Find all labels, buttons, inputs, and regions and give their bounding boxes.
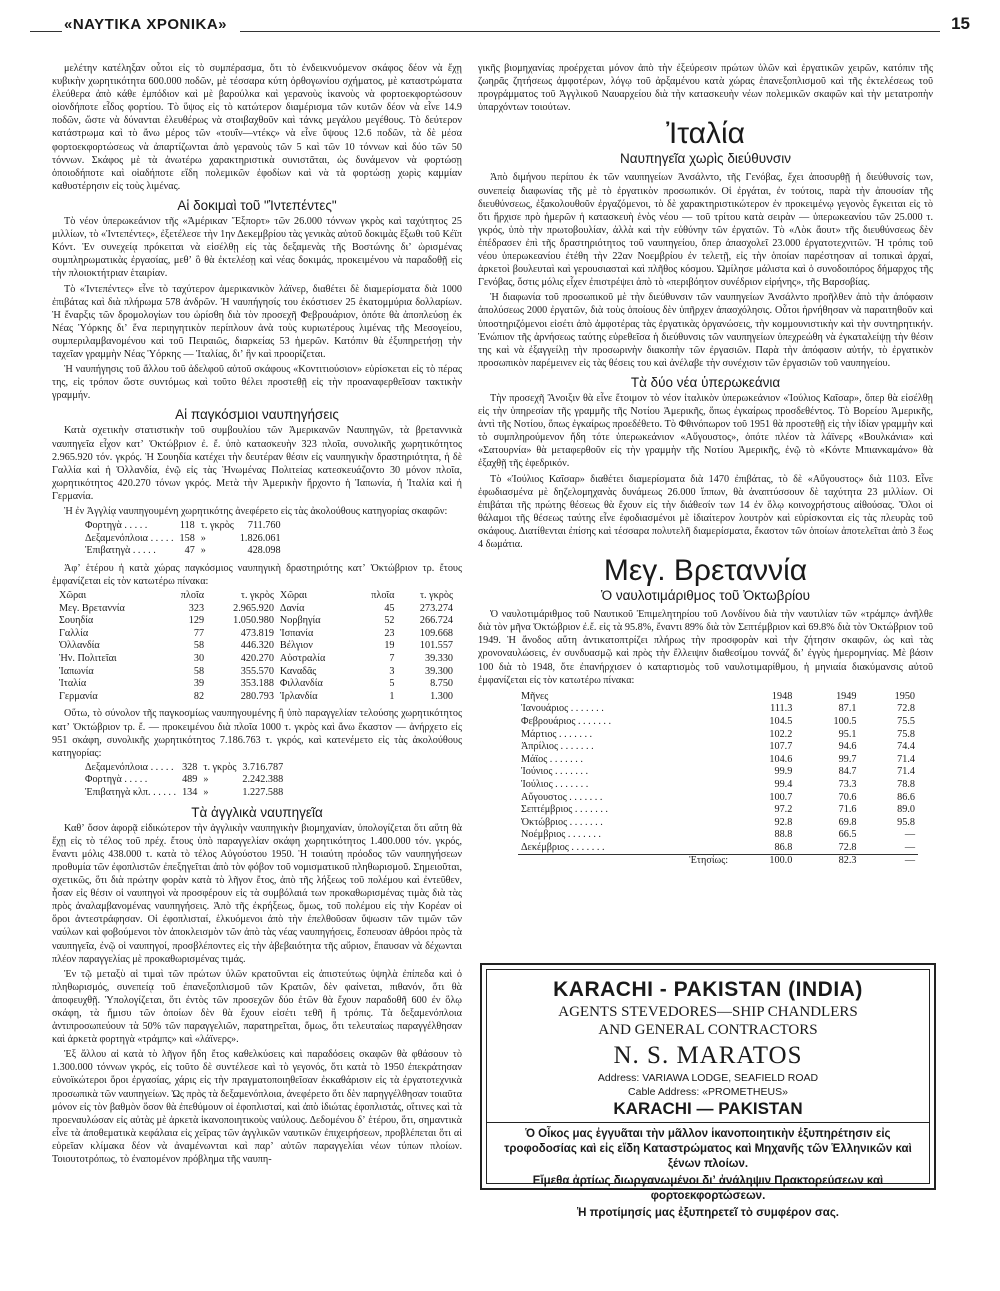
paragraph: Καθʼ ὅσον ἀφορᾷ εἰδικώτερον τὴν ἀγγλικὴν ναυπηγικὴν βιομηχανίαν, ὑπολογίζεται ὅτι αὕτη θὰ ἔχῃ εἰς τὸ τέλος τοῦ πρέχ. ἔτους ὑπὸ παραγγελίαν σκάφη χωρητικότητος 1.400.000 τόν. γκρός, ἔναντι μόλις 438.000 τ. κατὰ τὸ τέλος Αὐγούστου 1950. Ἡ τοιαύτη πρόοδος τῶν ναυπηγήσεων προθυμία τῶν ἐφοπλιστῶν ἐπεξηγεῖται ἀπὸ τὸν φόβον τοῦ νομισματικοῦ πληθωρισμοῦ. Σημειοῦται, σχετικῶς, ὅτι διὰ πρώτην φορὰν κατὰ τὸ λῆγον ἔτος, ἀπὸ τῆς λήξεως τοῦ πολέμου καὶ ἐντεῦθεν, ἦσαν εἰς θέσιν οἱ ναυπηγοὶ νὰ προσφέρουν εἰς τὰ συμβόλαιά των προκαθωρισμένας τιμὰς διὰ τὰς πρὸς ἀναλαμβανομένας ναυπηγήσεις. Ἀπὸ τῆς ἐκρήξεως, ὅμως, τοῦ πολέμου εἰς τὴν Κορέαν οἱ ὅροι ἀντεστράφησαν. Οἱ ἐφοπλισταί, ἑλκυόμενοι ἀπὸ τὴν ἐπελθοῦσαν ὕψωσιν τῶν τιμῶν τῶν ναύλων καὶ φοβούμενοι τὸν ἀποκλεισμὸν τῶν ἀπὸ τὰς νέας ναυπηγήσεις, ἔσπευσαν ἀθρόοι πρὸς τὰ ναυπηγεῖα, ἐνῷ οἱ ναυπηγοί, προσβλέποντες εἰς τὴν ἀβεβαιότητα τῆς αὔριον, ἔπαυσαν νὰ δέχωνται πλέον παραγγελίας μὲ προκαθωρισμένας τιμάς.: [52, 822, 462, 965]
paragraph: Ἀφʼ ἑτέρου ἡ κατὰ χώρας παγκόσμιος ναυπηγικὴ δραστηριότης κατʼ Ὀκτώβριον τρ. ἔτους ἐμφανίζεται εἰς τὸν κατωτέρω πίνακα:: [52, 562, 462, 587]
column-header: 1950: [894, 690, 915, 702]
unit: »: [203, 786, 209, 798]
unit: τ. γκρὸς: [200, 520, 234, 532]
table-cell: 107.7: [769, 741, 793, 753]
ad-location-footer: KARACHI — PAKISTAN: [487, 1099, 929, 1123]
table-cell: 99.7: [838, 753, 857, 765]
ad-location-heading: KARACHI - PAKISTAN (INDIA): [553, 978, 863, 1001]
table-cell: 19: [384, 640, 395, 652]
table-cell: 446.320: [240, 640, 274, 652]
table-cell: Ἡν. Πολιτεῖαι: [59, 653, 117, 665]
table-cell: Βέλγιον: [279, 640, 313, 652]
table-cell: Αὔγουστος . . . . . . .: [521, 791, 603, 803]
ad-address: Address: VARIAWA LODGE, SEAFIELD ROAD: [597, 1072, 819, 1084]
table-cell: 73.3: [838, 778, 857, 790]
category-name: Ἐπιβατηγὰ . . . . .: [85, 545, 156, 557]
table-cell: 23: [384, 627, 395, 639]
table-cell: —: [904, 841, 915, 853]
table-row: [56, 628, 456, 641]
ship-count: 328: [182, 761, 198, 773]
table-row: [82, 787, 286, 800]
table-cell: 86.6: [897, 791, 915, 803]
table-cell: 109.668: [419, 627, 453, 639]
ship-count: 134: [182, 786, 198, 798]
table-cell: 71.6: [838, 804, 857, 816]
table-total-row: [518, 855, 918, 868]
table-cell: 78.8: [897, 778, 915, 790]
shipbuilding-country-table: [56, 590, 456, 703]
tonnage: 2.242.388: [242, 774, 284, 786]
ad-services-line: AND GENERAL CONTRACTORS: [598, 1022, 818, 1038]
paragraph: Ἀπὸ διμήνου περίπου ἐκ τῶν ναυπηγείων Ἀνσάλντο, τῆς Γενόβας, ἔχει ἀποσυρθῇ ἡ διεύθυνσίς των, συνεπείᾳ διαφωνίας τῆς μὲ τὸ ἐργατικὸν προσωπικόν. Οἱ ἐργάται, ἐν τούτοις, παρὰ τὴν ἀπουσίαν τῆς διευθύνσεως, ἐξακολουθοῦν ἐργαζόμενοι, τὸ δὲ χαρακτηριστικώτερον ἐν προκειμένῳ γεγονὸς ἔγκειται εἰς τὸ ὅτι ἤρχισε πρὸ ἡμερῶν ἡ κατασκευὴ ἑνὸς νέου — τοῦ τρίτου κατὰ σειρὰν — ὑπερωκεανίου τῶν 25.000 τ. γκρός, ὑπὸ τὴν πρωτοβουλίαν, ἀλλὰ καὶ τὴν εὐθύνην τῶν ἐργατῶν. Τὸ «Λὸκ ἄουτ» τῆς διευθύνσεως δὲν ἐπέδρασεν ἐπὶ τῆς δραστηριότητος τοῦ ναυπηγείου, ὅπερ ἀπασχολεῖ 23.000 ἐργατοτεχνιτῶν. Ἡ τρόπις τοῦ νέου ὑπερωκεανίου ἐτέθη τὴν 22αν Νοεμβρίου ἐν τελετῇ, εἰς τὴν ὁποίαν παρέστησαν αἱ τοπικαὶ ἀρχαί, ἀρκετοὶ βουλευταὶ καὶ γερουσιασταὶ καὶ πλῆθος κόσμου. Ὡμίλησε μάλιστα καὶ ὁ συνοδοιπόρος δήμαρχος τῆς Γενόβας, ὅστις μόλις εἶχεν ἐπιστρέψει ἀπὸ τὸ «περιβόητον συνέδριον εἰρήνης», τῆς Βαρσοβίας.: [478, 172, 933, 289]
ship-count: 489: [182, 774, 198, 786]
table-row: [518, 754, 918, 767]
table-cell: 89.0: [897, 804, 915, 816]
tonnage: 428.098: [247, 545, 281, 557]
ship-count: 158: [179, 532, 195, 544]
column-header: τ. γκρὸς: [419, 590, 453, 602]
table-row: [56, 640, 456, 653]
table-cell: 94.6: [838, 741, 857, 753]
ad-body-text: Ἡ προτίμησίς μας ἐξυπηρετεῖ τὸ συμφέρον σας.: [576, 1207, 839, 1219]
paragraph: Τὸ νέον ὑπερωκεάνιον τῆς «Ἀμέρικαν Ἔξπορτ» τῶν 26.000 τόννων γκρὸς καὶ ταχύτητος 25 μιλλίων, τὸ «Ἰντεπέντες», ἐξετέλεσε τὴν 1ην Δεκεμβρίου τὰς γενικὰς αὐτοῦ δοκιμὰς ἔξωθι τοῦ Κέϊπ Κόντ. Ἐν συνεχείᾳ πρόκειται νὰ εἰσέλθῃ εἰς τὰς δεξαμενὰς τῆς Βοστώνης διʼ ὡρισμένας συμπληρωματικὰς ἐργασίας, μεθʼ ὃ θὰ ἐκτελέσῃ καὶ νέας δοκιμάς, προκειμένου νὰ παραδοθῇ εἰς τὴν πλοιοκτήτριαν ἑταιρίαν.: [52, 216, 462, 280]
paragraph: Ἡ ἐν Ἀγγλίᾳ ναυπηγουμένη χωρητικότης ἀνεφέρετο εἰς τὰς ἀκολούθους κατηγορίας σκαφῶν:: [64, 506, 448, 517]
table-cell: Μάρτιος . . . . . . .: [521, 728, 593, 740]
table-row: [82, 774, 286, 787]
table-cell: 74.4: [897, 741, 915, 753]
table-cell: 266.724: [419, 615, 453, 627]
table-cell: 70.6: [838, 791, 857, 803]
table-cell: Νορβηγία: [279, 615, 321, 627]
table-row: [82, 533, 284, 546]
table-cell: Ὁλλανδία: [59, 640, 100, 652]
paragraph: Τὸ «Ἰούλιος Καῖσαρ» διαθέτει διαμερίσματα διὰ 1470 ἐπιβάτας, τὸ δὲ «Αὔγουστος» διὰ 1103. Εἶνε ἐφωδιασμένα μὲ δηζελομηχανὰς δυνάμεως 26.000 ἵππων, θὰ ἀναπτύσσουν δὲ ταχύτητα 23 μιλλίων. Οἱ ἐπιβάται τῆς πρώτης θέσεως θὰ ἔχουν εἰς τὴν διάθεσίν των 14 ἐν ὅλῳ κοινοχρήστους αἰθούσας. Ὅλοι οἱ θάλαμοι τῆς θέσεως ταύτης εἶνε ἐφοδιασμένοι μὲ ἰδιαίτερον λουτρὸν καὶ εὑρίσκονται εἰς τὰς πλευρὰς τοῦ σκάφους. Διατίθενται ἐπίσης καὶ τέσσαρα πολυτελῆ διαμερίσματα, ἕκαστον τῶν ὁποίων ἀποτελεῖται ἀπὸ 3 ἕως 4 δωμάτια.: [478, 473, 933, 550]
table-cell: 75.5: [897, 715, 915, 727]
ad-body-text: Ὁ Οἶκος μας ἐγγυᾶται τὴν μᾶλλον ἱκανοποιητικὴν ἐξυπηρέτησιν εἰς τροφοδοσίας καὶ εἰς εἴδη Καταστρώματος καὶ Μηχανῆς τῶν Ἑλληνικῶν καὶ ξένων πλοίων.: [504, 1128, 912, 1170]
table-cell: 72.8: [838, 841, 857, 853]
table-cell: 99.4: [774, 778, 793, 790]
table-cell: 58: [193, 665, 205, 677]
table-cell: 82: [193, 690, 205, 702]
table-row: [518, 842, 918, 855]
table-cell: Ἀπρίλιος . . . . . . .: [521, 741, 594, 753]
table-cell: 95.8: [897, 816, 915, 828]
country-heading: Ἰταλία: [665, 117, 746, 151]
column-header: τ. γκρὸς: [240, 590, 274, 602]
column-header: 1949: [836, 690, 857, 702]
table-cell: Δανία: [279, 602, 305, 614]
ad-services-line: AGENTS STEVEDORES—SHIP CHANDLERS: [558, 1004, 858, 1020]
ship-count: 47: [184, 545, 195, 557]
table-cell: 86.8: [774, 841, 793, 853]
table-cell: Ἰαπωνία: [59, 665, 94, 677]
table-cell: Ἐτησίως:: [518, 855, 731, 868]
country-heading: Μεγ. Βρεταννία: [603, 554, 808, 588]
table-cell: Φεβρουάριος . . . . . . .: [521, 715, 612, 727]
table-cell: Αὐστραλία: [279, 653, 326, 665]
paragraph: γικῆς βιομηχανίας προέρχεται μόνον ἀπὸ τὴν ἐξεύρεσιν πρώτων ὑλῶν καὶ ἐργατικῶν χειρῶν, κατόπιν τῆς ζωηρᾶς ζητήσεως ἀμφοτέρων, λόγῳ τοῦ ἀρξαμένου κατὰ χώρας ἐπανεξοπλισμοῦ καὶ τῆς ἐκτελέσεως τοῦ προγράμματος τοῦ Ἀγγλικοῦ Ναυαρχείου διὰ τὴν κατασκευὴν νέων πολεμικῶν σκαφῶν καὶ τὴν μετατροπὴν ὑπαρχόντων τοιούτων.: [478, 63, 933, 114]
table-cell: —: [904, 829, 915, 841]
table-cell: Σεπτέμβριος . . . . . . .: [521, 804, 608, 816]
table-cell: Καναδᾶς: [279, 665, 317, 677]
table-row: [518, 829, 918, 842]
paragraph: Οὕτω, τὸ σύνολον τῆς παγκοσμίως ναυπηγουμένης ἢ ὑπὸ παραγγελίαν τελούσης χωρητικότητος κατʼ Ὀκτώβριον τρ. ἔ. — προκειμένου διὰ πλοῖα 1000 τ. γκρὸς καὶ ἄνω ἕκαστον — ἀνήρχετο εἰς 951 σκάφη, συνολικῆς χωρητικότητος 7.186.763 τ. γκρός, καὶ κατενέμετο εἰς τὰς ἀκολούθους κατηγορίας:: [52, 708, 462, 759]
table-cell: 353.188: [240, 678, 274, 690]
column-header: 1948: [771, 690, 793, 702]
unit: »: [200, 545, 206, 557]
paragraph: μελέτην κατέληξαν οὗτοι εἰς τὸ συμπέρασμα, ὅτι τὸ ἐνδεικνυόμενον σκάφος δέον νὰ ἔχῃ κυβικὴν χωρητικότητα 600.000 ποδῶν, μὲ τέσσαρα κύτη ὀρθογωνίου σχήματος, μὲ καταστρώματα ἐλεύθερα ἀπὸ κάθε ἐμπόδιον καὶ μὲ βαρούλκα καὶ γερανοὺς ἱκανοὺς νὰ φορτοεκφορτώσουν οἱονδήποτε εἶδος φορτίου. Τὸ ὕψος εἰς τὸ κατώτερον διαμέρισμα τῶν κυτῶν δέον νὰ εἶνε 14.9 ποδῶν, ὥστε νὰ δύνανται ἐλευθέρως νὰ στοιβαχθοῦν καὶ τάνκς μεγάλου μεγέθους. Τὸ δεύτερον κατάστρωμα καὶ τὸ ἄνω μέρος τῶν «τουΐν—ντέκς» νὰ εἶνε ὕψους 12.6 ποδῶν, τὰ δὲ μέσα φορτοεκφορτώσεως νὰ ἀπαρτίζωνται ἀπὸ γερανοὺς τῶν 5 καὶ τῶν 10 τόννων καὶ δύο τῶν 50 τόννων. Σκάφος μὲ τὰ ἀνωτέρω χαρακτηριστικὰ συνιστᾶται, ὡς δυνάμενον νὰ φορτώσῃ ὁποιοδήποτε καὶ οἱαδήποτε εἴδη πολεμικῶν ἐφοδίων καὶ νὰ τὰ φορτώσῃ χωρὶς καμμίαν καθυστέρησιν εἰς τοὺς λιμένας.: [52, 63, 462, 192]
table-cell: Ἱσπανία: [279, 627, 314, 639]
tonnage: 711.760: [247, 520, 281, 532]
table-cell: 420.270: [240, 653, 274, 665]
table-cell: Γαλλία: [59, 627, 89, 639]
table-cell: 7: [389, 653, 395, 665]
paragraph: Ἐξ ἄλλου αἱ κατὰ τὸ λῆγον ἤδη ἔτος καθελκύσεις καὶ παραδόσεις σκαφῶν θὰ φθάσουν τὸ 1.300.000 τόννων γκρός, εἰς τοῦτο δὲ συντέλεσε καὶ τὸ γεγονός, ὅτι κατὰ τὸ 1950 ἐπεκράτησαν εὐνοϊκώτεροι ὅροι ἐργασίας, χάρις εἰς τὴν πραγματοποιηθεῖσαν ἐκκαθάρισιν εἰς τὰ ἐργατοτεχνικὰ προσωπικὰ τῶν ναυπηγείων. Ὡς πρὸς τὰ δεξαμενόπλοια, ἀνεφέρετο ὅτι δὲν παρηγγέλθησαν τοιαῦτα μόνον εἰς τὸν βαθμὸν ὅσον θὰ ἐπεθύμουν οἱ ἐφοπλισταί, καὶ ἀπὸ ἰδιώτας ἐφοπλιστάς, οἵτινες καὶ τὰ προεναυλώσαν εἰς αὐτὰς μὲ ἀρκετὰ ἱκανοποιητικοὺς ναύλους. Δεδομένου δʼ ἑτέρου, ὅτι, σημαντικὰ εἶνε τὰ ἀποθεματικὰ κεφάλαια εἰς χεῖρας τῶν ἀγγλικῶν ναυτικῶν ἐπιχειρήσεων, προβλέπεται ὅτι αἱ εὐρεῖαν κλίμακα δέον νὰ ἀναμένωνται καὶ παρʼ αὐτῶν παραγγελίαι νέων τύπων πλοίων. Τοιουτοτρόπως, τὸ ἐναπομένον πρόβλημα τῆς ναυπη-: [52, 1049, 462, 1165]
table-row: [82, 520, 284, 533]
section-heading: Τὰ ἀγγλικὰ ναυπηγεῖα: [191, 804, 323, 820]
table-row: [56, 666, 456, 679]
table-cell: 100.5: [833, 715, 857, 727]
table-cell: Δεκέμβριος . . . . . . .: [521, 841, 605, 853]
table-row: [82, 545, 284, 558]
table-cell: 39: [193, 678, 205, 690]
category-name: Δεξαμενόπλοια . . . . .: [85, 761, 174, 773]
table-cell: 84.7: [838, 766, 857, 778]
paragraph: Ἡ ναυπήγησις τοῦ ἄλλου τοῦ ἀδελφοῦ αὐτοῦ σκάφους «Κοντιτιούσιον» εὑρίσκεται εἰς τὸ πέρας της, εἰς τρόπον ὥστε συντόμως καὶ τοῦτο θέλει προστεθῇ εἰς τὴν προαναφερθεῖσαν τακτικὴν γραμμήν.: [52, 364, 462, 402]
table-cell: 30: [193, 653, 205, 665]
table-cell: 111.3: [770, 703, 793, 715]
table-cell: 2.965.920: [233, 602, 274, 614]
paragraph: Τὴν προσεχῆ Ἄνοιξιν θὰ εἶνε ἕτοιμον τὸ νέον ἰταλικὸν ὑπερωκεάνιον «Ἰούλιος Καῖσαρ», ὅπερ θὰ εἰσέλθῃ εἰς τὴν ὑπηρεσίαν τῆς γραμμῆς τῆς Νοτίου Ἀμερικῆς, ὅπως ἐγκαίρως προσδεθέντος. Τὸ Βορείου Ἀμερικῆς, ἀντὶ τῆς Νοτίου, ὅπως ἐγκαίρως προεδέθετο. Τὸ Φθινόπωρον τοῦ 1951 θὰ προστεθῇ εἰς τὴν ἰδίαν γραμμὴν καὶ τὸ συμπληρούμενον ἤδη τότε ὑπερωκεάνιον «Αὔγουστος», ὁπότε πλέον τὰ λάϊνερς «Βουλκάνια» καὶ «Σατουρνία» θὰ μεταφερθοῦν εἰς τὴν γραμμὴν τῆς Νοτίου Ἀμερικῆς, ἐνῷ τὸ «Κόντε Μπιανκαμάνο» θὰ ἐξαχθῇ τῆς ἐφεδρικόν.: [478, 392, 933, 470]
table-cell: Μάϊος . . . . . . .: [521, 753, 583, 765]
table-cell: Ἰταλία: [59, 678, 87, 690]
table-cell: Ἰούλιος . . . . . . .: [521, 778, 589, 790]
table-cell: 82.3: [795, 855, 859, 868]
table-row: [518, 716, 918, 729]
ad-frame: [486, 969, 930, 1219]
table-cell: 104.5: [769, 715, 793, 727]
ad-company-name: N. S. MARATOS: [613, 1042, 803, 1069]
table-cell: 273.274: [419, 602, 453, 614]
table-cell: 58: [193, 640, 205, 652]
table-row: [56, 691, 456, 704]
table-cell: 75.8: [897, 728, 915, 740]
right-column: [478, 62, 933, 868]
table-cell: 45: [384, 602, 395, 614]
tonnage: 1.227.588: [242, 786, 284, 798]
table-cell: 8.750: [430, 678, 453, 690]
table-cell: 95.1: [838, 728, 857, 740]
category-name: Φορτηγὰ . . . . .: [85, 520, 148, 532]
table-cell: 87.1: [838, 703, 857, 715]
table-cell: 3: [389, 665, 395, 677]
paragraph: Ὁ ναυλοτιμάριθμος τοῦ Ναυτικοῦ Ἐπιμελητηρίου τοῦ Λονδίνου διὰ τὴν ναυτιλίαν τῶν «τράμπς» ἀνῆλθε διὰ τὸν μῆνα Ὀκτώβριον ἐ.ἔ. εἰς τὰ 95.8%, ἔναντι 89% διὰ τὸν Σεπτέμβριον καὶ 69.8% διὰ τὸν Ὀκτώβριον τοῦ 1949. Ἡ ἄνοδος αὕτη ἀντικατοπτρίζει πλήρως τὴν προσφορὰν καὶ τὴν ζήτησιν σκαφῶν, ὡς καὶ τὰς χρονοναυλώσεις, ἐν συνδυασμῷ καὶ πρὸς τὴν ἔλλειψιν διαθεσίμου τοννάζ διʼ ἐγγὺς ἡμερομηνίας. Μὲ βάσιν 100 διὰ τὸ 1948, ὅτε ἐπανήρχισεν ὁ καταρτισμὸς τοῦ ναυλοτιμαρίθμου, ἡ μηνιαία διακύμανσις αὐτοῦ ἐμφανίζεται εἰς τὸν κατωτέρω πίνακα:: [478, 609, 933, 686]
left-column: [52, 62, 462, 1168]
table-row: [56, 615, 456, 628]
ship-count: 118: [179, 520, 195, 532]
section-heading: Τὰ δύο νέα ὑπερωκεάνια: [630, 374, 781, 390]
tonnage: 1.826.061: [239, 532, 281, 544]
table-cell: 100.0: [731, 855, 795, 868]
column-header: πλοῖα: [180, 590, 205, 602]
table-cell: 39.300: [424, 665, 453, 677]
table-cell: 52: [384, 615, 395, 627]
table-cell: 72.8: [897, 703, 915, 715]
table-cell: 97.2: [774, 804, 793, 816]
table-cell: 92.8: [774, 816, 793, 828]
table-cell: Ὀκτώβριος . . . . . . .: [521, 816, 603, 828]
table-row: [56, 603, 456, 616]
ad-body-text: Εἴμεθα ἀρτίως διωργανωμένοι διʼ ἀνάληψιν Πρακτορεύσεων καὶ φορτοεκφορτώσεων.: [532, 1175, 884, 1202]
table-row: [518, 817, 918, 830]
page-header: [30, 14, 970, 40]
table-cell: 101.557: [419, 640, 453, 652]
ad-cable-address: Cable Address: «PROMETHEUS»: [628, 1086, 788, 1098]
subheading: Ναυπηγεῖα χωρὶς διεύθυνσιν: [620, 151, 791, 167]
table-cell: 39.330: [424, 653, 453, 665]
table-cell: Φιλλανδία: [279, 678, 323, 690]
table-cell: 473.819: [240, 627, 274, 639]
table-row: [518, 766, 918, 779]
category-table: [82, 762, 286, 800]
maratos-advertisement: [480, 963, 936, 1219]
table-cell: Ἰούνιος . . . . . . .: [521, 766, 589, 778]
column-header: πλοῖα: [371, 590, 395, 602]
paragraph: Ἐν τῷ μεταξὺ αἱ τιμαὶ τῶν πρώτων ὑλῶν κρατοῦνται εἰς ἀπιστεύτως ὑψηλὰ ἐπίπεδα καὶ ὁ πληθωρισμός, συνεπείᾳ τοῦ ἐπανεξοπλισμοῦ τῶν Κρατῶν, δὲν φαίνεται, πιθανόν, ὅτι θὰ ἀποφευχθῇ. Ὑπολογίζεται, ὅτι ἐντὸς τῶν προσεχῶν δύο ἐτῶν θὰ ἔχουν παραδοθῆ 600 ἐν ὅλῳ σκάφη, τὰ ἥμισυ τῶν ὁποίων δὲν θὰ ἔχουν εἰσέτι τεθῆ ἢ τρόπις. Τὰ δεξαμενόπλοια ἀντιπροσωπεύουν τὰ 50% τῶν παραγγελιῶν, παρατηρεῖται, ὅμως, ὅτι τελευταίως παραγγέλθησαν καὶ ἀρκετὰ φορτηγὰ «τράμπς» καὶ «λάϊνερς».: [52, 968, 462, 1046]
table-cell: 1.300: [430, 690, 453, 702]
table-cell: 1: [389, 690, 395, 702]
paragraph: Κατὰ σχετικὴν στατιστικὴν τοῦ συμβουλίου τῶν Ἀμερικανῶν Ναυπηγῶν, τὰ βρεταννικὰ ναυπηγεῖα εἶχον κατʼ Ὀκτώβριον ἐ. ἔ. ὑπὸ κατασκευὴν 323 πλοῖα, συνολικῆς χωρητικότητος 2.965.920 τόν. γκρός. Ἡ Σουηδία κατέχει τὴν δευτέραν θέσιν εἰς ναυπηγικὴν δραστηριότητα, ἡ δὲ Γαλλία καὶ ἡ Ὁλλανδία, ἐνῷ εἰς τὰς Ἡνωμένας Πολιτείας κατεσκευάζοντο 30 μόνον πλοῖα, χωρητικότητος 420.270 τόνων γκρός. Μετὰ τὴν Ἀμερικὴν ἤρχοντο ἡ Ἰαπωνία, ἡ Ἰταλία καὶ ἡ Γερμανία.: [52, 425, 462, 502]
table-cell: 355.570: [240, 665, 274, 677]
table-cell: 88.8: [774, 829, 793, 841]
table-cell: Νοέμβριος . . . . . . .: [521, 829, 601, 841]
table-cell: 71.4: [897, 753, 915, 765]
table-cell: 129: [188, 615, 205, 627]
table-row: [518, 703, 918, 716]
subheading: Ὁ ναυλοτιμάριθμος τοῦ Ὀκτωβρίου: [600, 588, 811, 604]
table-cell: Ἰρλανδία: [279, 690, 318, 702]
table-cell: Σουηδία: [59, 615, 94, 627]
column-header: Χῶραι: [279, 590, 308, 602]
header-rule-right: [240, 31, 940, 32]
table-cell: 69.8: [838, 816, 857, 828]
table-cell: 99.9: [774, 766, 793, 778]
paragraph: Τὸ «Ἰντεπέντες» εἶνε τὸ ταχύτερον ἀμερικανικὸν λάϊνερ, διαθέτει δὲ διαμερίσματα διὰ 1000 ἐπιβάτας καὶ διὰ πλήρωμα 578 ἀνδρῶν. Ἡ ναυπήγησίς του ἐκόστισεν 25 ἑκατομμύρια δολλαρίων. Ἡ ἔναρξις τῶν δρομολογίων του ὡρίσθη διὰ τὸν προσεχῆ Φεβρουάριον, ὁπότε θὰ ἀποπλεύσῃ ἐκ Νέας Ὑόρκης διʼ ἕνα περιηγητικὸν περίπλουν ἀνὰ τοὺς κυριωτέρους λιμένας τῆς Μεσογείου, συμπεριλαμβανομένου καὶ τοῦ Πειραιῶς, διαρκείας 53 ἡμερῶν. Κατόπιν θὰ ἐξυπηρετήσῃ τὴν ταχεῖαν γραμμὴν Νέας Ὑόρκης — Ἰταλίας, διʼ ἣν καὶ προορίζεται.: [52, 283, 462, 360]
column-header: Μῆνες: [521, 690, 549, 702]
table-row: [518, 729, 918, 742]
category-name: Δεξαμενόπλοια . . . . .: [85, 532, 174, 544]
table-row: [518, 792, 918, 805]
table-cell: Γερμανία: [59, 690, 98, 702]
table-cell: 66.5: [838, 829, 857, 841]
freight-index-table: [518, 691, 918, 868]
unit: »: [200, 532, 206, 544]
section-heading: Αἱ δοκιμαὶ τοῦ "Ἰντεπέντες": [177, 197, 337, 213]
table-cell: Μεγ. Βρεταννία: [59, 602, 125, 614]
table-row: [56, 678, 456, 691]
table-row: [518, 804, 918, 817]
table-cell: 102.2: [769, 728, 793, 740]
table-cell: 1.050.980: [233, 615, 274, 627]
table-cell: 280.793: [240, 690, 274, 702]
table-row: [518, 779, 918, 792]
table-row: [56, 653, 456, 666]
column-header: Χῶραι: [59, 590, 87, 602]
table-cell: 100.7: [769, 791, 793, 803]
publication-title: «ΝΑΥΤΙΚΑ ΧΡΟΝΙΚΑ»: [64, 16, 227, 33]
category-name: Ἐπιβατηγὰ κλπ. . . . . .: [85, 786, 177, 798]
table-cell: 71.4: [897, 766, 915, 778]
section-heading: Αἱ παγκόσμιοι ναυπηγήσεις: [175, 407, 339, 423]
unit: »: [203, 774, 209, 786]
table-row: [82, 762, 286, 775]
table-cell: Ἰανουάριος . . . . . . .: [521, 703, 604, 715]
table-cell: 5: [389, 678, 395, 690]
table-cell: 77: [193, 627, 205, 639]
category-name: Φορτηγὰ . . . . .: [85, 774, 148, 786]
category-table: [82, 520, 284, 558]
page-number: 15: [951, 14, 970, 33]
table-cell: —: [859, 855, 918, 868]
table-row: [518, 741, 918, 754]
tonnage: 3.716.787: [242, 761, 284, 773]
unit: τ. γκρὸς: [203, 761, 237, 773]
paragraph: Ἡ διαφωνία τοῦ προσωπικοῦ μὲ τὴν διεύθυνσιν τῶν ναυπηγείων Ἀνσάλντο προῆλθεν ἀπὸ τὴν ἀπόφασιν ἀπολύσεως 2000 ἐργατῶν, διὰ τοὺς ὁποίους δὲν ὑπῆρχεν ἀπασχόλησις. Οὗτοι ἠρνήθησαν νὰ παραιτηθοῦν καὶ ὑποστηριζόμενοι εἰσέτι ἀπὸ ἀμφοτέρας τὰς ἐργατικὰς ὀργανώσεις, τὴν κομμουνιστικὴν καὶ τὴν συντηρητικήν. Ἐνώπιον τῆς ἀρνήσεως ταύτης εὑρεθεῖσα ἡ διεύθυνσις τῶν ναυπηγείων ὑπεχρεώθη νὰ ἐγκαταλείψῃ τὴν θέσιν της καὶ νὰ ἐξαγγείλῃ τὴν προσωρινὴν διακοπὴν τῶν ἐργασιῶν. Παρὰ τὴν ἀπόφασιν αὐτήν, τὸ ἐργατικὸν προσωπικὸν παρέμεινεν εἰς τὰς θέσεις του καὶ ἀνέλαβε τὴν συνέχισιν τῶν ἐργασιῶν τοῦ ναυπηγείου.: [478, 292, 933, 369]
table-cell: 104.6: [769, 753, 793, 765]
table-cell: 323: [188, 602, 205, 614]
header-rule-left: [30, 31, 62, 32]
